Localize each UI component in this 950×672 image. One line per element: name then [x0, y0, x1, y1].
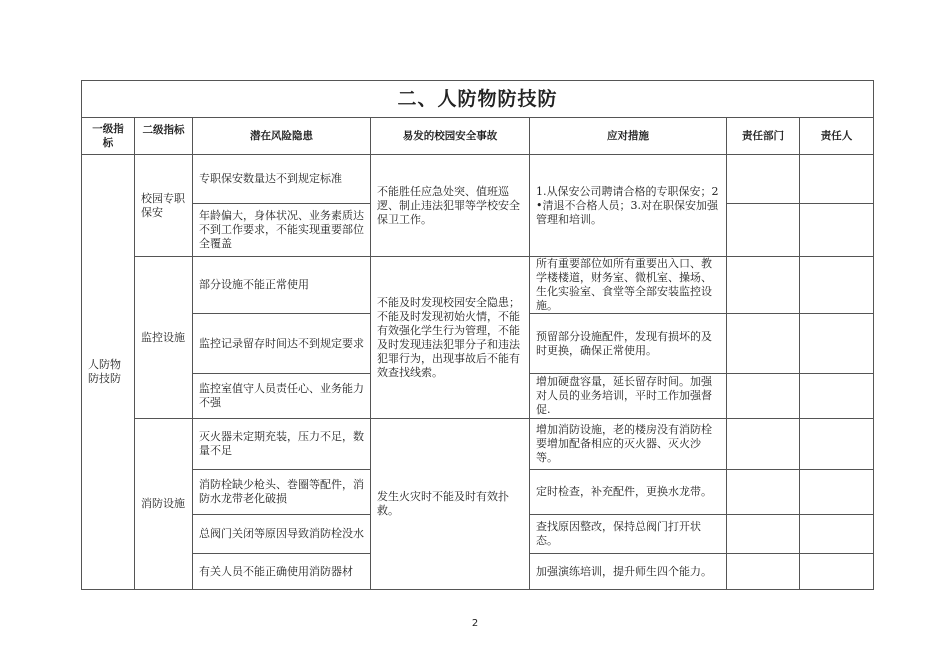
risk-cell: 部分设施不能正常使用 — [193, 257, 371, 314]
dept-cell — [727, 374, 800, 419]
group-name: 监控设施 — [135, 257, 193, 419]
person-cell — [800, 374, 874, 419]
header-dept: 责任部门 — [727, 118, 800, 155]
dept-cell — [727, 515, 800, 554]
person-cell — [800, 314, 874, 374]
dept-cell — [727, 257, 800, 314]
measure-cell: 1.从保安公司聘请合格的专职保安；2•清退不合格人员；3.对在职保安加强管理和培训。 — [530, 155, 727, 257]
person-cell — [800, 515, 874, 554]
risk-cell: 监控记录留存时间达不到规定要求 — [193, 314, 371, 374]
risk-cell: 专职保安数量达不到规定标准 — [193, 155, 371, 204]
measure-cell: 加强演练培训，提升师生四个能力。 — [530, 554, 727, 590]
header-measures: 应对措施 — [530, 118, 727, 155]
header-level2: 二级指标 — [135, 118, 193, 155]
level1-cell: 人防物防技防 — [82, 155, 135, 590]
page-number: 2 — [471, 618, 479, 629]
person-cell — [800, 470, 874, 515]
measure-cell: 查找原因整改，保持总阀门打开状态。 — [530, 515, 727, 554]
group-name: 校园专职保安 — [135, 155, 193, 257]
risk-cell: 年龄偏大，身体状况、业务素质达不到工作要求，不能实现重要部位全覆盖 — [193, 204, 371, 257]
risk-cell: 有关人员不能正确使用消防器材 — [193, 554, 371, 590]
table-title: 二、人防物防技防 — [82, 81, 874, 118]
measure-cell: 定时检查，补充配件，更换水龙带。 — [530, 470, 727, 515]
header-incident: 易发的校园安全事故 — [371, 118, 530, 155]
person-cell — [800, 257, 874, 314]
header-level1: 一级指标 — [82, 118, 135, 155]
dept-cell — [727, 554, 800, 590]
incident-cell: 发生火灾时不能及时有效扑救。 — [371, 419, 530, 590]
measure-cell: 预留部分设施配件，发现有损坏的及时更换，确保正常使用。 — [530, 314, 727, 374]
dept-cell — [727, 314, 800, 374]
risk-cell: 总阀门关闭等原因导致消防栓没水 — [193, 515, 371, 554]
risk-cell: 灭火器未定期充装，压力不足，数量不足 — [193, 419, 371, 470]
dept-cell — [727, 470, 800, 515]
group-name: 消防设施 — [135, 419, 193, 590]
measure-cell: 增加消防设施，老的楼房没有消防栓要增加配备相应的灭火器、灭火沙等。 — [530, 419, 727, 470]
risk-cell: 消防栓缺少枪头、巻圈等配件，消防水龙带老化破损 — [193, 470, 371, 515]
incident-cell: 不能胜任应急处突、值班巡逻、制止违法犯罪等学校安全保卫工作。 — [371, 155, 530, 257]
person-cell — [800, 155, 874, 204]
dept-cell — [727, 204, 800, 257]
risk-cell: 监控室值守人员责任心、业务能力不强 — [193, 374, 371, 419]
person-cell — [800, 554, 874, 590]
header-person: 责任人 — [800, 118, 874, 155]
incident-cell: 不能及时发现校园安全隐患；不能及时发现初始火情，不能有效强化学生行为管理，不能及时发现违法犯罪分子和违法犯罪行为，出现事故后不能有效查找线索。 — [371, 257, 530, 419]
measure-cell: 所有重要部位如所有重要出入口、教学楼楼道，财务室、微机室、操场、生化实验室、食堂等全部安装监控设施。 — [530, 257, 727, 314]
dept-cell — [727, 155, 800, 204]
risk-table — [81, 80, 874, 590]
person-cell — [800, 419, 874, 470]
measure-cell: 增加硬盘容量，延长留存时间。加强对人员的业务培训，平时工作加强督促. — [530, 374, 727, 419]
person-cell — [800, 204, 874, 257]
header-risk: 潜在风险隐患 — [193, 118, 371, 155]
dept-cell — [727, 419, 800, 470]
